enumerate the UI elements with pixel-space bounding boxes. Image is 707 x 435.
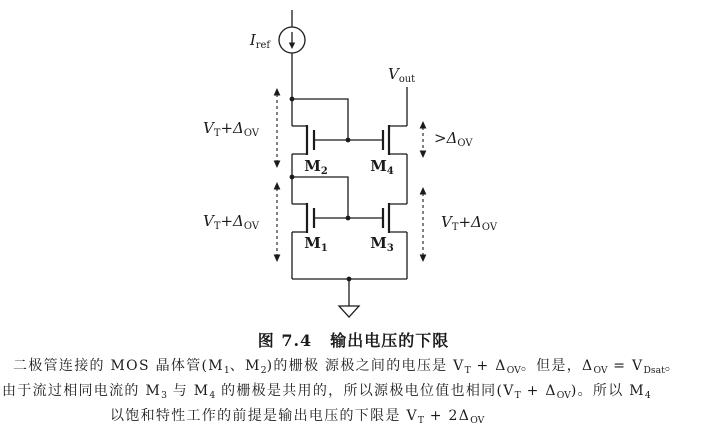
figure-number: 图 7.4: [257, 331, 313, 350]
label-m3: $M_3$: [370, 234, 394, 254]
figure-title: 输出电压的下限: [330, 331, 450, 350]
voltage-span-arrow-right-top: [420, 121, 427, 158]
label-vout: $V_{out}$: [388, 65, 416, 85]
voltage-span-arrow-left-top: [274, 88, 281, 168]
voltage-span-arrow-right-bottom: [420, 187, 427, 262]
label-vgs-left-bottom: $V_T+\Delta_{OV}$: [203, 212, 259, 232]
label-vgs-right-bottom: $V_T+\Delta_{OV}$: [441, 213, 497, 233]
transistor-m1: [292, 203, 314, 233]
label-iref: $I_{ref}$: [249, 31, 270, 51]
label-m1: $M_1$: [304, 234, 328, 254]
body-text-line-3: 以饱和特性工作的前提是输出电压的下限是 $V_T + 2\Delta_{OV}$: [110, 408, 485, 426]
figure-caption: [0, 328, 707, 351]
transistor-m4: [383, 125, 407, 155]
label-vgs-left-top: $V_T+\Delta_{OV}$: [203, 119, 259, 139]
voltage-span-arrow-left-bottom: [274, 182, 281, 262]
label-m2: $M_2$: [304, 157, 328, 177]
body-text-line-1: 二极管连接的 MOS 晶体管($M_1$、$M_2$)的栅极 源极之间的电压是 $V_T + \Delta_{OV}$。但是，$\Delta_{OV} = V_{Dsat}$。: [13, 358, 681, 376]
label-m4: $M_4$: [370, 157, 394, 177]
current-source-icon: [279, 10, 305, 126]
transistor-m3: [383, 203, 407, 233]
transistor-m2: [292, 125, 314, 155]
ground-icon: [339, 279, 359, 317]
label-vds-right-top: $>\Delta_{OV}$: [434, 129, 473, 149]
body-text-line-2: 由于流过相同电流的 $M_3$ 与 $M_4$ 的栅极是共用的，所以源极电位值也相同$(V_T + \Delta_{OV})$。所以 $M_4$: [2, 383, 651, 401]
